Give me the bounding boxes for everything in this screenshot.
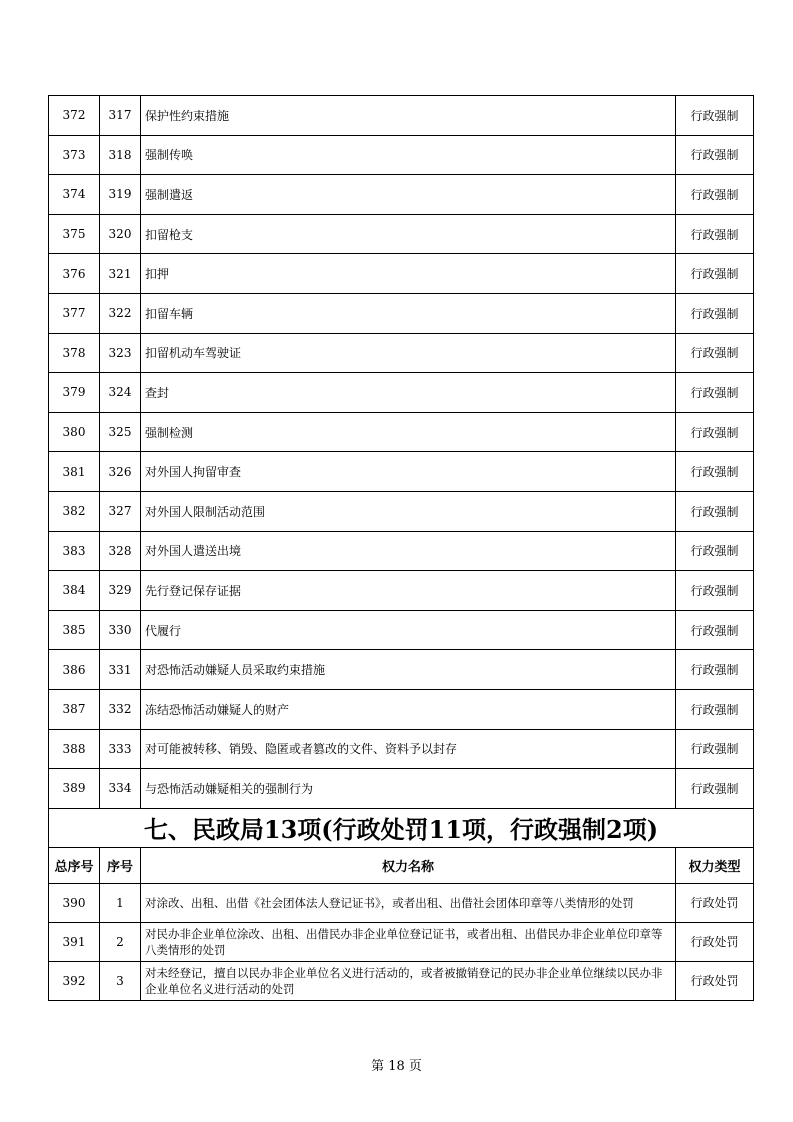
row-total: 375 xyxy=(49,214,100,254)
table-row xyxy=(49,531,754,571)
row-seq: 327 xyxy=(100,491,141,531)
row-type: 行政强制 xyxy=(676,531,754,571)
table-row xyxy=(49,96,754,136)
row-name: 对外国人拘留审查 xyxy=(141,452,676,492)
table-row xyxy=(49,452,754,492)
row-name: 对外国人遣送出境 xyxy=(141,531,676,571)
table-row xyxy=(49,571,754,611)
table-row xyxy=(49,922,754,961)
row-total: 372 xyxy=(49,96,100,136)
row-total: 390 xyxy=(49,883,100,922)
row-total: 376 xyxy=(49,254,100,294)
row-total: 384 xyxy=(49,571,100,611)
row-seq: 320 xyxy=(100,214,141,254)
row-total: 380 xyxy=(49,412,100,452)
row-seq: 317 xyxy=(100,96,141,136)
row-type: 行政强制 xyxy=(676,650,754,690)
table-row xyxy=(49,175,754,215)
row-type: 行政强制 xyxy=(676,729,754,769)
row-total: 389 xyxy=(49,769,100,809)
row-name: 对恐怖活动嫌疑人员采取约束措施 xyxy=(141,650,676,690)
row-total: 388 xyxy=(49,729,100,769)
row-name: 扣留枪支 xyxy=(141,214,676,254)
table-row xyxy=(49,254,754,294)
row-type: 行政强制 xyxy=(676,293,754,333)
row-seq: 332 xyxy=(100,689,141,729)
table-row xyxy=(49,689,754,729)
header-total: 总序号 xyxy=(49,847,100,883)
row-seq: 334 xyxy=(100,769,141,809)
row-type: 行政强制 xyxy=(676,689,754,729)
row-total: 374 xyxy=(49,175,100,215)
row-type: 行政处罚 xyxy=(676,883,754,922)
table-row xyxy=(49,610,754,650)
table-row xyxy=(49,883,754,922)
table-row xyxy=(49,769,754,809)
row-name: 扣留车辆 xyxy=(141,293,676,333)
section-title-row xyxy=(49,808,754,847)
row-seq: 325 xyxy=(100,412,141,452)
row-seq: 323 xyxy=(100,333,141,373)
row-seq: 333 xyxy=(100,729,141,769)
row-type: 行政强制 xyxy=(676,333,754,373)
row-name: 强制检测 xyxy=(141,412,676,452)
row-name: 冻结恐怖活动嫌疑人的财产 xyxy=(141,689,676,729)
row-total: 387 xyxy=(49,689,100,729)
table-row xyxy=(49,961,754,1000)
row-type: 行政强制 xyxy=(676,254,754,294)
row-name: 先行登记保存证据 xyxy=(141,571,676,611)
header-type: 权力类型 xyxy=(676,847,754,883)
row-type: 行政强制 xyxy=(676,491,754,531)
row-total: 383 xyxy=(49,531,100,571)
table-row xyxy=(49,373,754,413)
row-name: 强制传唤 xyxy=(141,135,676,175)
row-type: 行政强制 xyxy=(676,135,754,175)
row-name: 对可能被转移、销毁、隐匿或者篡改的文件、资料予以封存 xyxy=(141,729,676,769)
power-list-table xyxy=(48,95,754,1001)
row-type: 行政强制 xyxy=(676,769,754,809)
row-total: 386 xyxy=(49,650,100,690)
row-seq: 1 xyxy=(100,883,141,922)
row-seq: 328 xyxy=(100,531,141,571)
row-total: 385 xyxy=(49,610,100,650)
table-row xyxy=(49,214,754,254)
row-total: 377 xyxy=(49,293,100,333)
row-name: 对外国人限制活动范围 xyxy=(141,491,676,531)
row-type: 行政强制 xyxy=(676,571,754,611)
row-seq: 2 xyxy=(100,922,141,961)
row-type: 行政强制 xyxy=(676,175,754,215)
row-total: 373 xyxy=(49,135,100,175)
row-seq: 331 xyxy=(100,650,141,690)
row-seq: 324 xyxy=(100,373,141,413)
row-name: 对涂改、出租、出借《社会团体法人登记证书》，或者出租、出借社会团体印章等八类情形的处罚 xyxy=(141,883,676,922)
table-row xyxy=(49,729,754,769)
row-type: 行政强制 xyxy=(676,214,754,254)
table-row xyxy=(49,650,754,690)
table-row xyxy=(49,412,754,452)
row-name: 强制遣返 xyxy=(141,175,676,215)
row-name: 扣押 xyxy=(141,254,676,294)
header-name: 权力名称 xyxy=(141,847,676,883)
table-row xyxy=(49,135,754,175)
row-type: 行政处罚 xyxy=(676,961,754,1000)
row-seq: 319 xyxy=(100,175,141,215)
row-name: 代履行 xyxy=(141,610,676,650)
row-seq: 330 xyxy=(100,610,141,650)
section-title: 七、民政局13项(行政处罚11项，行政强制2项) xyxy=(49,808,754,847)
row-seq: 329 xyxy=(100,571,141,611)
row-total: 382 xyxy=(49,491,100,531)
row-total: 392 xyxy=(49,961,100,1000)
row-total: 378 xyxy=(49,333,100,373)
row-type: 行政强制 xyxy=(676,96,754,136)
row-name: 对民办非企业单位涂改、出租、出借民办非企业单位登记证书，或者出租、出借民办非企业单位印章等八类情形的处罚 xyxy=(141,922,676,961)
row-seq: 318 xyxy=(100,135,141,175)
row-name: 扣留机动车驾驶证 xyxy=(141,333,676,373)
row-type: 行政强制 xyxy=(676,610,754,650)
table-row xyxy=(49,293,754,333)
table-row xyxy=(49,491,754,531)
row-name: 与恐怖活动嫌疑相关的强制行为 xyxy=(141,769,676,809)
header-row xyxy=(49,847,754,883)
row-total: 381 xyxy=(49,452,100,492)
row-seq: 321 xyxy=(100,254,141,294)
row-name: 查封 xyxy=(141,373,676,413)
row-type: 行政强制 xyxy=(676,452,754,492)
row-seq: 326 xyxy=(100,452,141,492)
page-number: 第 18 页 xyxy=(371,1059,422,1074)
row-name: 保护性约束措施 xyxy=(141,96,676,136)
row-seq: 322 xyxy=(100,293,141,333)
header-seq: 序号 xyxy=(100,847,141,883)
row-seq: 3 xyxy=(100,961,141,1000)
row-total: 391 xyxy=(49,922,100,961)
row-type: 行政处罚 xyxy=(676,922,754,961)
table-row xyxy=(49,333,754,373)
row-total: 379 xyxy=(49,373,100,413)
row-type: 行政强制 xyxy=(676,412,754,452)
row-name: 对未经登记，擅自以民办非企业单位名义进行活动的，或者被撤销登记的民办非企业单位继续以民办非企业单位名义进行活动的处罚 xyxy=(141,961,676,1000)
row-type: 行政强制 xyxy=(676,373,754,413)
